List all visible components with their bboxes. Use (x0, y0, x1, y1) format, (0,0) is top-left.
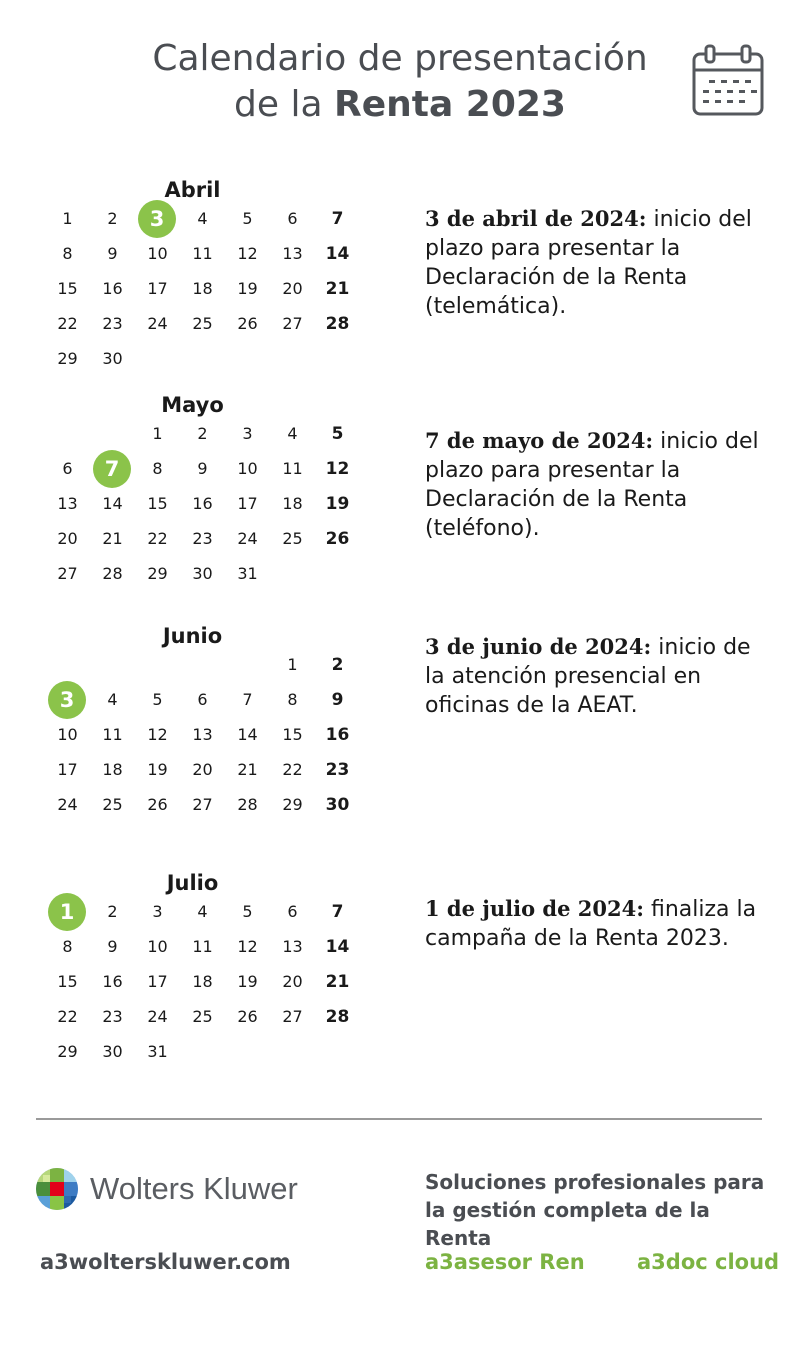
event-date: 7 de mayo de 2024: (425, 428, 654, 453)
calendar-day: 12 (237, 244, 258, 263)
calendar-day: 4 (107, 690, 118, 709)
calendar-day: 10 (147, 244, 168, 263)
calendar-day: 20 (282, 279, 303, 298)
calendar-day: 21 (237, 760, 258, 779)
divider (36, 1118, 762, 1120)
highlighted-day: 3 (48, 681, 86, 719)
event-date: 1 de julio de 2024: (425, 896, 644, 921)
calendar-day: 31 (147, 1042, 168, 1061)
calendar-icon (692, 44, 764, 118)
calendar-day: 15 (57, 972, 78, 991)
calendar-day: 29 (57, 1042, 78, 1061)
event-description (425, 204, 765, 321)
page-title (0, 36, 800, 128)
brand-name: Wolters Kluwer (90, 1171, 298, 1206)
event-text: finaliza la campaña de la Renta 2023. (425, 897, 757, 951)
calendar-day: 30 (102, 349, 123, 368)
calendar-day: 8 (152, 459, 163, 478)
calendar-day: 17 (237, 494, 258, 513)
calendar-day: 4 (197, 902, 208, 921)
calendar-day: 27 (282, 314, 303, 333)
calendar-day: 13 (282, 937, 303, 956)
month-mayo (45, 393, 360, 633)
event-description (425, 426, 765, 543)
calendar-day: 26 (325, 529, 350, 549)
calendar-day: 27 (282, 1007, 303, 1026)
calendar-day: 5 (242, 902, 253, 921)
calendar-day: 25 (192, 1007, 213, 1026)
calendar-day: 11 (192, 937, 213, 956)
title-bold: Renta 2023 (333, 84, 566, 125)
calendar-day: 23 (325, 760, 350, 780)
calendar-day: 22 (282, 760, 303, 779)
highlighted-day: 3 (138, 200, 176, 238)
calendar-day: 9 (197, 459, 208, 478)
calendar-day: 2 (107, 209, 118, 228)
event-date: 3 de junio de 2024: (425, 634, 652, 659)
calendar-day: 24 (237, 529, 258, 548)
event-description (425, 632, 765, 720)
footer-tagline: Soluciones profesionales para la gestión completa de la Renta (425, 1170, 765, 1250)
calendar-day: 22 (57, 1007, 78, 1026)
calendar-day: 25 (192, 314, 213, 333)
calendar-day: 19 (147, 760, 168, 779)
calendar-day: 18 (282, 494, 303, 513)
highlighted-day: 7 (93, 450, 131, 488)
calendar-day: 16 (102, 972, 123, 991)
calendar-day: 8 (62, 244, 73, 263)
title-line-2 (0, 82, 800, 128)
title-prefix: de la (234, 84, 334, 125)
calendar-day: 20 (57, 529, 78, 548)
calendar-day: 13 (57, 494, 78, 513)
calendar-day: 2 (331, 655, 344, 675)
calendar-day: 24 (57, 795, 78, 814)
calendar-day: 22 (147, 529, 168, 548)
month-name: Abril (164, 178, 221, 202)
calendar-day: 7 (331, 902, 344, 922)
calendar-day: 27 (192, 795, 213, 814)
calendar-day: 13 (192, 725, 213, 744)
calendar-day: 10 (237, 459, 258, 478)
calendar-day: 20 (192, 760, 213, 779)
event-description (425, 894, 765, 953)
month-junio (45, 624, 360, 864)
calendar-day: 20 (282, 972, 303, 991)
calendar-day: 1 (152, 424, 163, 443)
event-text: inicio de la atención presencial en oficinas de la AEAT. (425, 635, 751, 718)
calendar-day: 21 (325, 972, 350, 992)
calendar-day: 17 (147, 972, 168, 991)
calendar-day: 13 (282, 244, 303, 263)
calendar-day: 31 (237, 564, 258, 583)
month-julio (45, 871, 360, 1111)
wolters-kluwer-mark-icon (36, 1168, 78, 1210)
calendar-day: 15 (147, 494, 168, 513)
highlighted-day: 1 (48, 893, 86, 931)
calendar-day: 19 (237, 279, 258, 298)
month-name: Junio (162, 624, 223, 648)
calendar-day: 23 (102, 1007, 123, 1026)
calendar-day: 28 (325, 1007, 350, 1027)
calendar-day: 1 (62, 209, 73, 228)
calendar-day: 14 (237, 725, 258, 744)
calendar-day: 11 (282, 459, 303, 478)
calendar-day: 25 (102, 795, 123, 814)
month-name: Julio (166, 871, 219, 895)
calendar-day: 9 (107, 937, 118, 956)
calendar-day: 8 (62, 937, 73, 956)
calendar-day: 19 (325, 494, 350, 514)
calendar-day: 30 (325, 795, 350, 815)
calendar-day: 27 (57, 564, 78, 583)
calendar-day: 23 (102, 314, 123, 333)
calendar-day: 6 (62, 459, 73, 478)
calendar-day: 11 (102, 725, 123, 744)
calendar-day: 2 (107, 902, 118, 921)
event-text: inicio del plazo para presentar la Declaración de la Renta (telemática). (425, 207, 752, 319)
calendar-day: 18 (192, 279, 213, 298)
calendar-day: 6 (197, 690, 208, 709)
calendar-day: 17 (57, 760, 78, 779)
calendar-day: 18 (192, 972, 213, 991)
calendar-day: 10 (57, 725, 78, 744)
calendar-day: 12 (147, 725, 168, 744)
calendar-day: 24 (147, 314, 168, 333)
calendar-day: 28 (102, 564, 123, 583)
calendar-day: 7 (331, 209, 344, 229)
calendar-day: 21 (325, 279, 350, 299)
calendar-day: 3 (242, 424, 253, 443)
calendar-day: 9 (331, 690, 344, 710)
calendar-day: 16 (325, 725, 350, 745)
calendar-day: 5 (331, 424, 344, 444)
calendar-day: 14 (325, 937, 350, 957)
product-link-a3asesor[interactable]: a3asesor Ren (425, 1250, 585, 1274)
calendar-day: 3 (152, 902, 163, 921)
calendar-day: 28 (325, 314, 350, 334)
calendar-day: 6 (287, 209, 298, 228)
calendar-day: 2 (197, 424, 208, 443)
wolters-kluwer-logo (36, 1168, 336, 1212)
calendar-day: 1 (287, 655, 298, 674)
month-name: Mayo (161, 393, 224, 417)
calendar-day: 9 (107, 244, 118, 263)
calendar-day: 30 (102, 1042, 123, 1061)
calendar-day: 26 (147, 795, 168, 814)
calendar-day: 14 (325, 244, 350, 264)
calendar-day: 16 (102, 279, 123, 298)
calendar-day: 4 (197, 209, 208, 228)
calendar-day: 14 (102, 494, 123, 513)
calendar-day: 11 (192, 244, 213, 263)
calendar-day: 18 (102, 760, 123, 779)
calendar-day: 5 (152, 690, 163, 709)
calendar-day: 30 (192, 564, 213, 583)
calendar-day: 26 (237, 1007, 258, 1026)
calendar-day: 6 (287, 902, 298, 921)
calendar-day: 19 (237, 972, 258, 991)
calendar-day: 5 (242, 209, 253, 228)
calendar-day: 12 (237, 937, 258, 956)
calendar-day: 12 (325, 459, 350, 479)
month-abril (45, 178, 360, 418)
calendar-day: 25 (282, 529, 303, 548)
product-link-a3doc[interactable]: a3doc cloud (637, 1250, 780, 1274)
calendar-day: 29 (147, 564, 168, 583)
calendar-day: 28 (237, 795, 258, 814)
calendar-day: 15 (57, 279, 78, 298)
event-date: 3 de abril de 2024: (425, 206, 647, 231)
calendar-day: 17 (147, 279, 168, 298)
calendar-day: 29 (282, 795, 303, 814)
calendar-day: 23 (192, 529, 213, 548)
website-link[interactable]: a3wolterskluwer.com (40, 1250, 291, 1274)
calendar-day: 21 (102, 529, 123, 548)
calendar-day: 16 (192, 494, 213, 513)
calendar-day: 4 (287, 424, 298, 443)
calendar-day: 24 (147, 1007, 168, 1026)
event-text: inicio del plazo para presentar la Declaración de la Renta (teléfono). (425, 429, 759, 541)
calendar-day: 22 (57, 314, 78, 333)
calendar-day: 7 (242, 690, 253, 709)
calendar-day: 10 (147, 937, 168, 956)
calendar-day: 26 (237, 314, 258, 333)
calendar-day: 29 (57, 349, 78, 368)
calendar-day: 8 (287, 690, 298, 709)
title-line-1: Calendario de presentación (152, 38, 648, 79)
calendar-day: 15 (282, 725, 303, 744)
